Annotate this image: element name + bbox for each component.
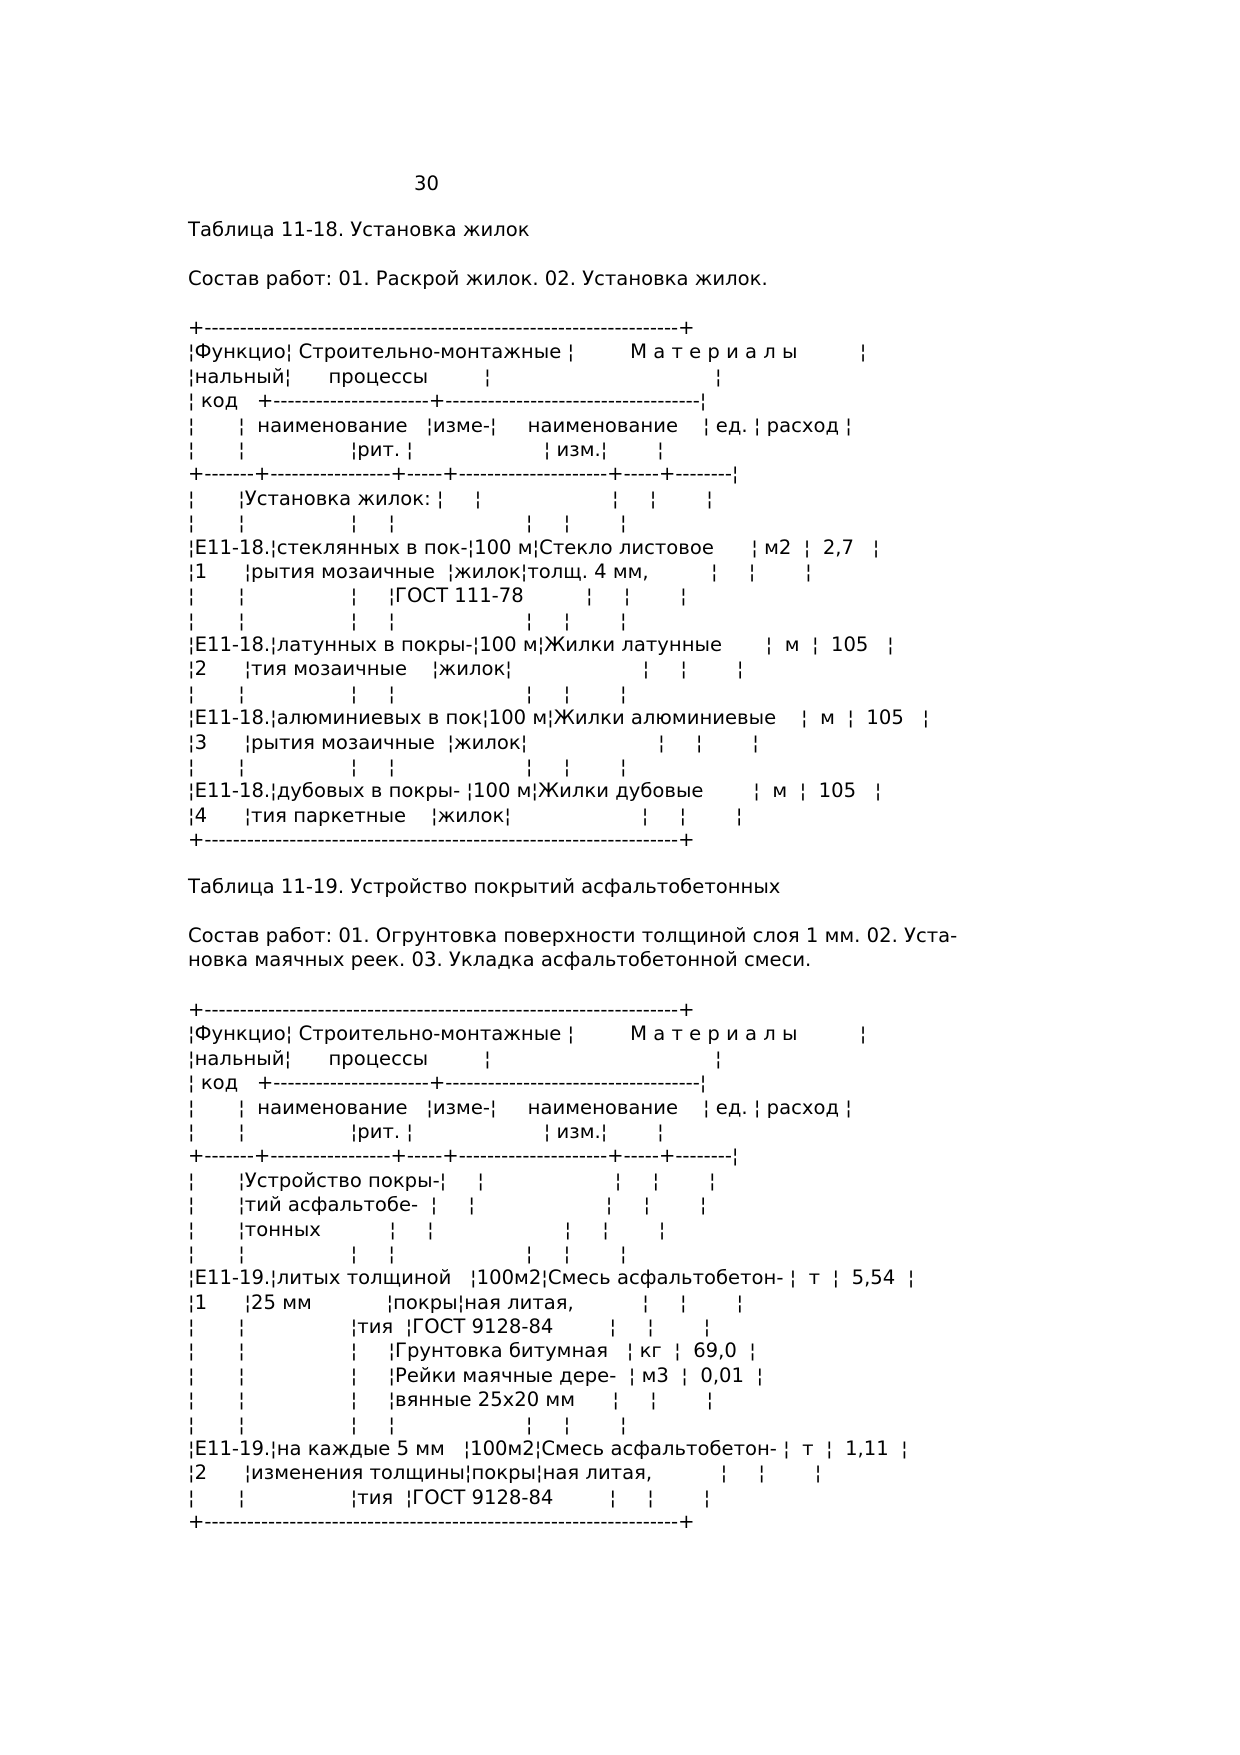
table-text-line: ¦Е11-18.¦латунных в покры-¦100 м¦Жилки латунные ¦ м ¦ 105 ¦ bbox=[188, 633, 894, 657]
table-text-line: ¦ ¦ ¦ ¦ ¦ ¦ ¦ bbox=[188, 755, 627, 779]
table-text-line: ¦ ¦ ¦рит. ¦ ¦ изм.¦ ¦ bbox=[188, 1119, 664, 1143]
table-11-19-work-composition-line-1: Состав работ: 01. Огрунтовка поверхности толщиной слоя 1 мм. 02. Уста- bbox=[188, 924, 958, 947]
table-text-line: ¦ ¦ ¦ ¦вянные 25х20 мм ¦ ¦ ¦ bbox=[188, 1388, 714, 1412]
table-text-line: ¦ код +----------------------+------------------------------------¦ bbox=[188, 1071, 707, 1095]
table-11-18-work-composition: Состав работ: 01. Раскрой жилок. 02. Установка жилок. bbox=[188, 267, 768, 290]
table-text-line: ¦ ¦ ¦ ¦ГОСТ 111-78 ¦ ¦ ¦ bbox=[188, 584, 687, 608]
table-text-line: ¦нальный¦ процессы ¦ ¦ bbox=[188, 364, 722, 388]
table-text-line: ¦4 ¦тия паркетные ¦жилок¦ ¦ ¦ ¦ bbox=[188, 803, 743, 827]
table-11-19-work-composition-line-2: новка маячных реек. 03. Укладка асфальтобетонной смеси. bbox=[188, 948, 812, 971]
table-text-line: ¦Е11-19.¦литых толщиной ¦100м2¦Смесь асфальтобетон- ¦ т ¦ 5,54 ¦ bbox=[188, 1266, 915, 1290]
table-text-line: ¦Функцио¦ Строительно-монтажные ¦ М а т е р и а л ы ¦ bbox=[188, 1022, 867, 1046]
table-text-line: ¦ ¦ ¦ ¦Рейки маячные дере- ¦ м3 ¦ 0,01 ¦ bbox=[188, 1363, 764, 1387]
table-text-line: ¦ ¦ ¦ ¦ ¦ ¦ ¦ bbox=[188, 681, 627, 705]
table-text-line: ¦3 ¦рытия мозаичные ¦жилок¦ ¦ ¦ ¦ bbox=[188, 730, 759, 754]
table-text-line: ¦ ¦ наименование ¦изме-¦ наименование ¦ ед. ¦ расход ¦ bbox=[188, 1095, 852, 1119]
table-text-line: ¦ ¦ наименование ¦изме-¦ наименование ¦ ед. ¦ расход ¦ bbox=[188, 413, 852, 437]
table-text-line: ¦1 ¦рытия мозаичные ¦жилок¦толщ. 4 мм, ¦ ¦ ¦ bbox=[188, 559, 812, 583]
table-text-line: ¦ ¦тий асфальтобе- ¦ ¦ ¦ ¦ ¦ bbox=[188, 1193, 707, 1217]
table-text-line: ¦ ¦ ¦тия ¦ГОСТ 9128-84 ¦ ¦ ¦ bbox=[188, 1485, 711, 1509]
table-text-line: +-------+-----------------+-----+---------------------+-----+--------¦ bbox=[188, 462, 739, 486]
table-11-18 bbox=[188, 316, 929, 853]
table-text-line: ¦нальный¦ процессы ¦ ¦ bbox=[188, 1046, 722, 1070]
page-number: 30 bbox=[414, 172, 439, 195]
table-text-line: ¦ ¦ ¦тия ¦ГОСТ 9128-84 ¦ ¦ ¦ bbox=[188, 1315, 711, 1339]
table-text-line: ¦ ¦ ¦ ¦ ¦ ¦ ¦ bbox=[188, 1412, 627, 1436]
table-text-line: ¦1 ¦25 мм ¦покры¦ная литая, ¦ ¦ ¦ bbox=[188, 1290, 744, 1314]
table-11-19-title: Таблица 11-19. Устройство покрытий асфальтобетонных bbox=[188, 875, 781, 898]
table-text-line: ¦ ¦ ¦ ¦ ¦ ¦ ¦ bbox=[188, 511, 627, 535]
table-text-line: ¦ ¦ ¦ ¦ ¦ ¦ ¦ bbox=[188, 1241, 627, 1265]
table-text-line: +-------------------------------------------------------------------+ bbox=[188, 1510, 695, 1534]
table-text-line: ¦ ¦ ¦рит. ¦ ¦ изм.¦ ¦ bbox=[188, 437, 664, 461]
table-text-line: ¦ код +----------------------+------------------------------------¦ bbox=[188, 389, 707, 413]
table-text-line: ¦Функцио¦ Строительно-монтажные ¦ М а т е р и а л ы ¦ bbox=[188, 340, 867, 364]
table-text-line: ¦Е11-18.¦дубовых в покры- ¦100 м¦Жилки дубовые ¦ м ¦ 105 ¦ bbox=[188, 779, 882, 803]
table-text-line: ¦Е11-18.¦алюминиевых в пок¦100 м¦Жилки алюминиевые ¦ м ¦ 105 ¦ bbox=[188, 706, 930, 730]
table-text-line: +-------+-----------------+-----+---------------------+-----+--------¦ bbox=[188, 1144, 739, 1168]
table-text-line: ¦ ¦ ¦ ¦ ¦ ¦ ¦ bbox=[188, 608, 627, 632]
table-text-line: +-------------------------------------------------------------------+ bbox=[188, 316, 695, 339]
table-11-19 bbox=[188, 998, 914, 1535]
table-text-line: ¦2 ¦изменения толщины¦покры¦ная литая, ¦ ¦ ¦ bbox=[188, 1461, 822, 1485]
table-11-18-title: Таблица 11-18. Установка жилок bbox=[188, 218, 530, 241]
table-text-line: ¦ ¦Установка жилок: ¦ ¦ ¦ ¦ ¦ bbox=[188, 486, 713, 510]
table-text-line: ¦2 ¦тия мозаичные ¦жилок¦ ¦ ¦ ¦ bbox=[188, 657, 744, 681]
table-text-line: ¦ ¦тонных ¦ ¦ ¦ ¦ ¦ bbox=[188, 1217, 666, 1241]
table-text-line: +-------------------------------------------------------------------+ bbox=[188, 828, 695, 852]
table-text-line: ¦ ¦ ¦ ¦Грунтовка битумная ¦ кг ¦ 69,0 ¦ bbox=[188, 1339, 756, 1363]
table-text-line: ¦ ¦Устройство покры-¦ ¦ ¦ ¦ ¦ bbox=[188, 1168, 716, 1192]
table-text-line: ¦Е11-18.¦стеклянных в пок-¦100 м¦Стекло листовое ¦ м2 ¦ 2,7 ¦ bbox=[188, 535, 880, 559]
table-text-line: +-------------------------------------------------------------------+ bbox=[188, 998, 695, 1021]
table-text-line: ¦Е11-19.¦на каждые 5 мм ¦100м2¦Смесь асфальтобетон- ¦ т ¦ 1,11 ¦ bbox=[188, 1437, 908, 1461]
